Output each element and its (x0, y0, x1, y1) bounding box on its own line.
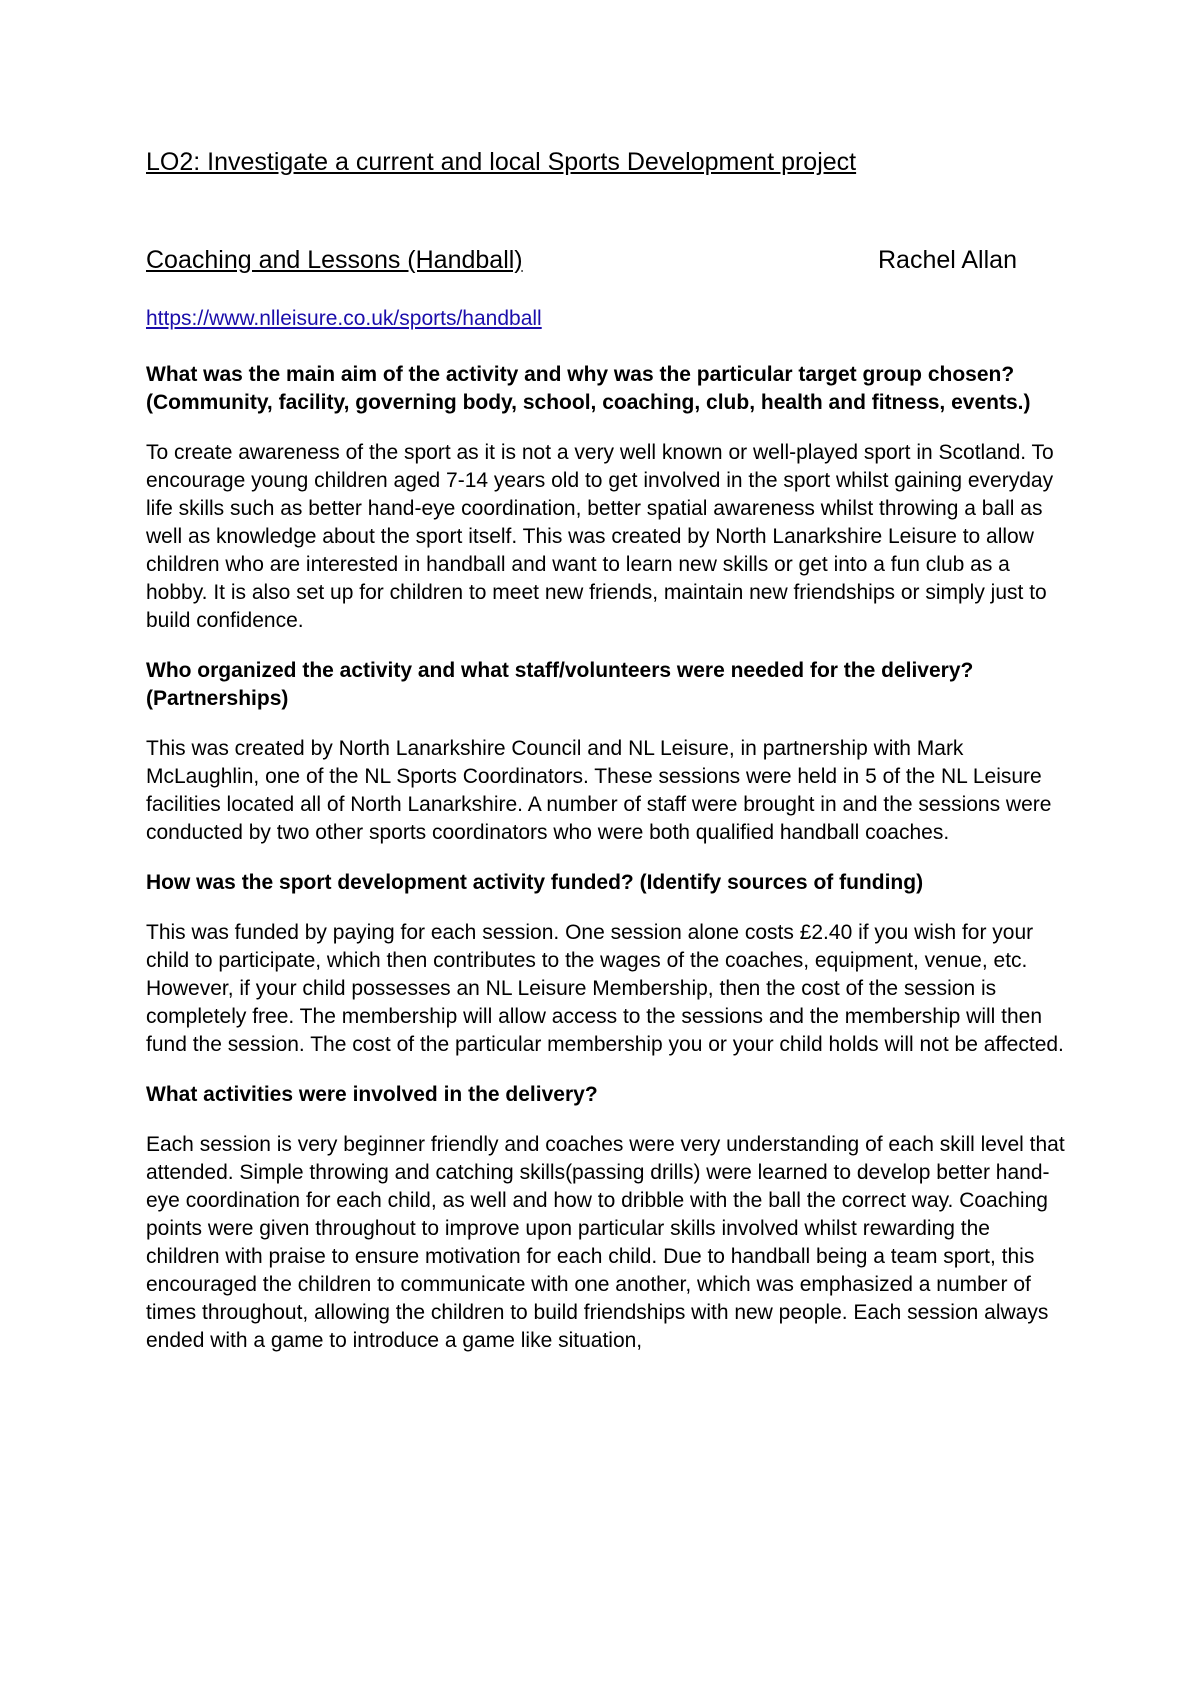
document-body (146, 361, 1066, 1377)
source-link[interactable]: https://www.nlleisure.co.uk/sports/handball (146, 307, 542, 330)
question-aim: What was the main aim of the activity and why was the particular target group chosen? (Community, facility, governing body, school, coaching, club, health and fitness, events.) (146, 363, 1031, 414)
document-title: LO2: Investigate a current and local Sports Development project (146, 148, 857, 176)
author-name: Rachel Allan (878, 246, 1017, 274)
question-organization: Who organized the activity and what staff/volunteers were needed for the delivery? (Partnerships) (146, 659, 974, 710)
question-funding: How was the sport development activity funded? (Identify sources of funding) (146, 871, 924, 894)
answer-aim: To create awareness of the sport as it is not a very well known or well-played sport in Scotland. To encourage young children aged 7-14 years old to get involved in the sport whilst gaining everyday life skills such as better hand-eye coordination, better spatial awareness whilst throwing a ball as well as knowledge about the sport itself. This was created by North Lanarkshire Leisure to allow children who are interested in handball and want to learn new skills or get into a fun club as a hobby. It is also set up for children to meet new friends, maintain new friendships or simply just to build confidence. (146, 441, 1054, 632)
answer-organization: This was created by North Lanarkshire Council and NL Leisure, in partnership with Mark McLaughlin, one of the NL Sports Coordinators. These sessions were held in 5 of the NL Leisure facilities located all of North Lanarkshire. A number of staff were brought in and the sessions were conducted by two other sports coordinators who were both qualified handball coaches. (146, 737, 1052, 844)
document-subtitle: Coaching and Lessons (Handball) (146, 246, 523, 274)
subtitle-row (146, 246, 1066, 275)
answer-funding: This was funded by paying for each session. One session alone costs £2.40 if you wish for your child to participate, which then contributes to the wages of the coaches, equipment, venue, etc. However, if your child possesses an NL Leisure Membership, then the cost of the session is completely free. The membership will allow access to the sessions and the membership will then fund the session. The cost of the particular membership you or your child holds will not be affected. (146, 921, 1064, 1056)
question-activities: What activities were involved in the delivery? (146, 1083, 598, 1106)
answer-activities: Each session is very beginner friendly and coaches were very understanding of each skill level that attended. Simple throwing and catching skills(passing drills) were learned to develop better hand-eye coordination for each child, as well and how to dribble with the ball the correct way. Coaching points were given throughout to improve upon particular skills involved whilst rewarding the children with praise to ensure motivation for each child. Due to handball being a team sport, this encouraged the children to communicate with one another, which was emphasized a number of times throughout, allowing the children to build friendships with new people. Each session always ended with a game to introduce a game like situation, (146, 1133, 1065, 1352)
